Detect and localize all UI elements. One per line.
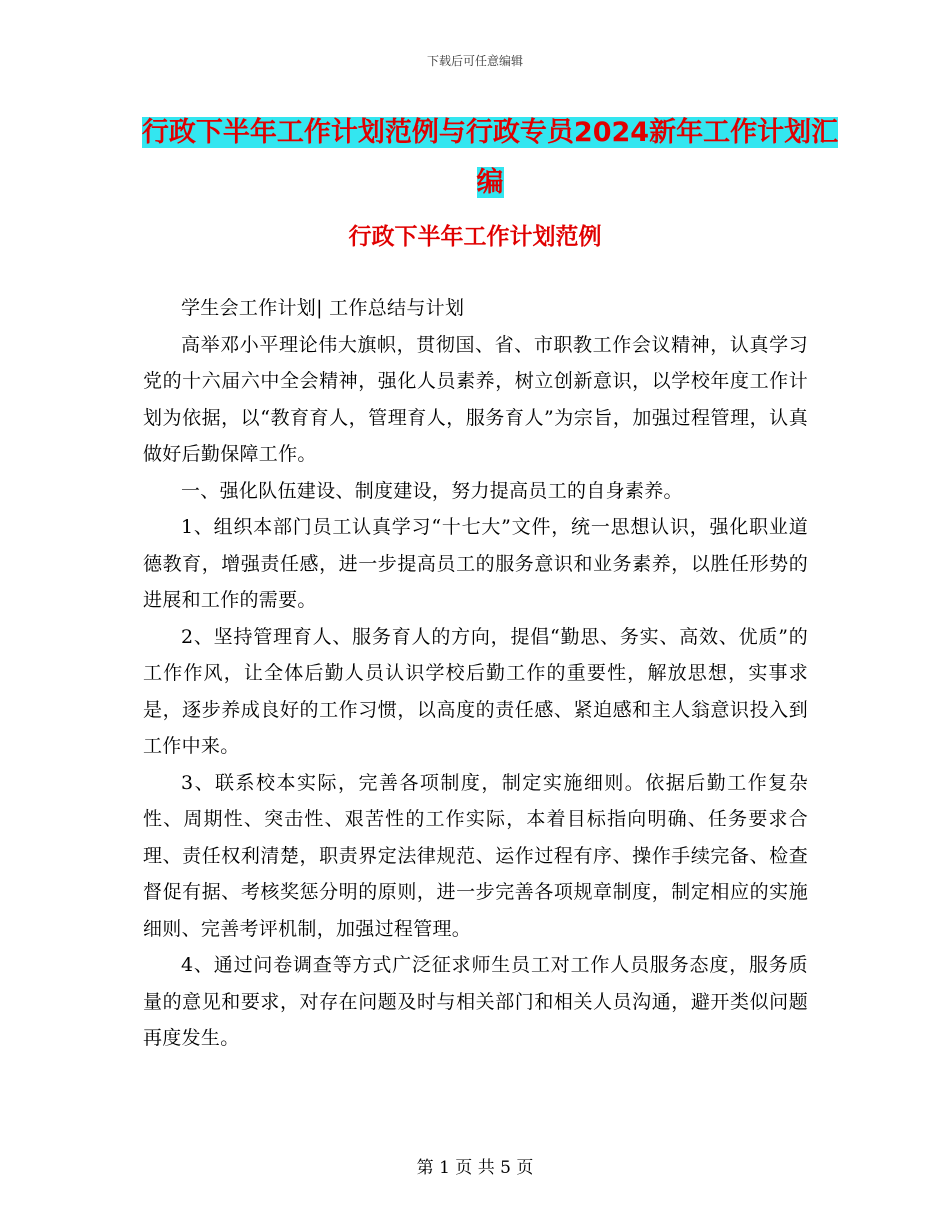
document-title [140, 108, 840, 208]
paragraph: 2、坚持管理育人、服务育人的方向，提倡“勤思、务实、高效、优质”的工作作风，让全体后勤人员认识学校后勤工作的重要性，解放思想，实事求是，逐步养成良好的工作习惯，以高度的责任感、紧迫感和主人翁意识投入到工作中来。 [143, 625, 808, 757]
header-note: 下载后可任意编辑 [426, 54, 523, 68]
page-number-footer: 第 1 页 共 5 页 [416, 1158, 534, 1178]
section-title: 行政下半年工作计划范例 [348, 224, 602, 250]
paragraph: 1、组织本部门员工认真学习“十七大”文件，统一思想认识，强化职业道德教育，增强责任感，进一步提高员工的服务意识和业务素养，以胜任形势的进展和工作的需要。 [143, 516, 808, 611]
paragraph: 3、联系校本实际，完善各项制度，制定实施细则。依据后勤工作复杂性、周期性、突击性、艰苦性的工作实际，本着目标指向明确、任务要求合理、责任权利清楚，职责界定法律规范、运作过程有序、操作手续完备、检查督促有据、考核奖惩分明的原则，进一步完善各项规章制度，制定相应的实施细则、完善考评机制，加强过程管理。 [143, 771, 808, 940]
paragraph: 一、强化队伍建设、制度建设，努力提高员工的自身素养。 [181, 479, 683, 502]
paragraph: 高举邓小平理论伟大旗帜，贯彻国、省、市职教工作会议精神，认真学习党的十六届六中全会精神，强化人员素养，树立创新意识，以学校年度工作计划为依据，以“教育育人，管理育人，服务育人”为宗旨，加强过程管理，认真做好后勤保障工作。 [143, 333, 808, 465]
paragraph: 学生会工作计划| 工作总结与计划 [181, 297, 465, 319]
document-body [143, 290, 808, 1057]
paragraph: 4、通过问卷调查等方式广泛征求师生员工对工作人员服务态度，服务质量的意见和要求，对存在问题及时与相关部门和相关人员沟通，避开类似问题再度发生。 [143, 954, 808, 1049]
document-title-text: 行政下半年工作计划范例与行政专员2024新年工作计划汇编 [141, 117, 839, 198]
